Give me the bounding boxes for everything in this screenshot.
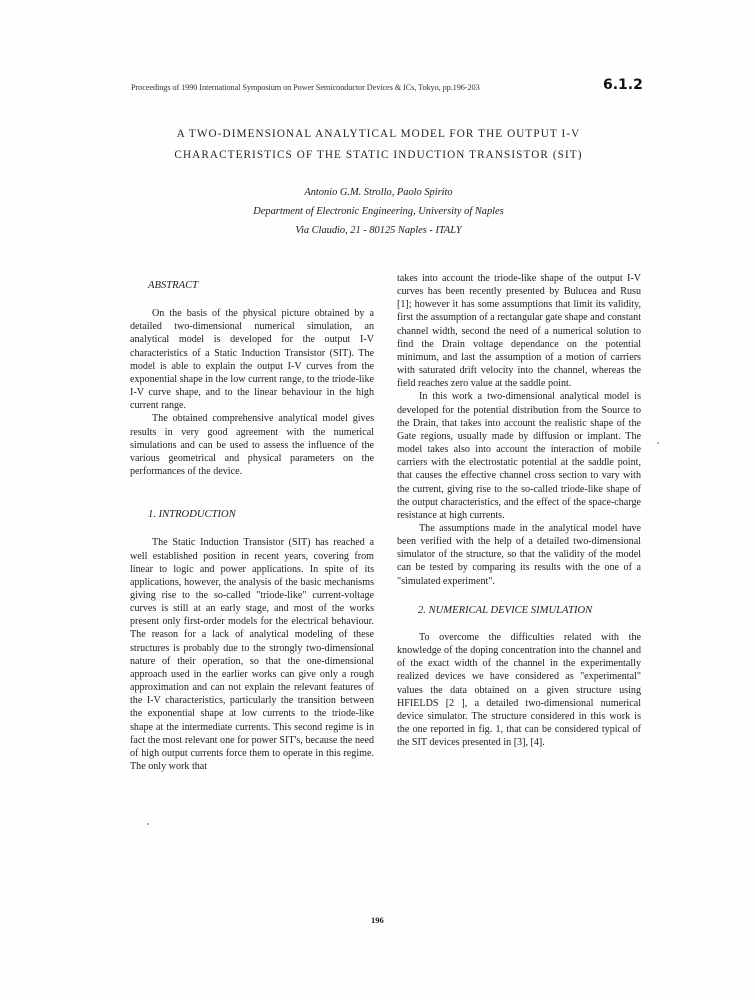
page-number: 196 (371, 915, 384, 925)
paper-title (130, 124, 627, 166)
right-paragraph-1: takes into account the triode-like shape of the output I-V curves has been recently presented by Bulucea and Rusu [1]; however it has some assumptions that limit its validity, first the assumption of a rectangular gate shape and constant channel width, second the need of a numerical solution to find the Drain voltage dependance on the potential minimum, and last the assumption of a motion of carriers with saturated drift velocity into the channel, whereas the field reaches zero value at the saddle point. (397, 273, 641, 390)
author-address: Via Claudio, 21 - 80125 Naples - ITALY (295, 225, 462, 236)
left-column (130, 279, 374, 773)
right-paragraph-3: The assumptions made in the analytical model have been verified with the help of a detailed two-dimensional simulator of the structure, so that the validity of the model can be tested by comparing its results with the one of a "simulated experiment". (397, 522, 641, 587)
abstract-paragraph-1: On the basis of the physical picture obtained by a detailed two-dimensional numerical simulation, an analytical model is developed for the output I-V characteristics of a Static Induction Transistor (SIT). The model is able to explain the output I-V curves from the exponential shape in the low current range, to the triode-like I-V curve shape, and to the linear behaviour in the high current range. (130, 308, 374, 412)
right-column (397, 272, 641, 749)
right-paragraph-2: In this work a two-dimensional analytical model is developed for the potential distribution from the Source to the Drain, that takes into account the realistic shape of the Gate regions, usually made by diffusion or implant. The model takes also into account the interaction of mobile carriers with the electrostatic potential at the saddle point, that causes the effective channel cross section to vary with the current, giving rise to the so-called triode-like shape of the output characteristics, and the effect of the space-charge resistance at high currents. (397, 391, 641, 521)
section-number: 6.1.2 (603, 77, 643, 93)
author-block (130, 183, 627, 240)
introduction-heading: 1. INTRODUCTION (148, 509, 236, 521)
proceedings-header: Proceedings of 1990 International Symposium on Power Semiconductor Devices & ICs, Tokyo, pp.196-203 (131, 83, 480, 92)
simulation-heading: 2. NUMERICAL DEVICE SIMULATION (418, 604, 593, 616)
title-line-2: CHARACTERISTICS OF THE STATIC INDUCTION TRANSISTOR (SIT) (174, 149, 583, 161)
abstract-heading: ABSTRACT (148, 280, 199, 291)
author-department: Department of Electronic Engineering, University of Naples (253, 206, 504, 217)
author-names: Antonio G.M. Strollo, Paolo Spirito (304, 187, 453, 198)
abstract-paragraph-2: The obtained comprehensive analytical model gives results in very good agreement with the numerical simulations and can be used to assess the influence of the various geometrical and physical parameters on the performances of the device. (130, 413, 374, 478)
title-line-1: A TWO-DIMENSIONAL ANALYTICAL MODEL FOR THE OUTPUT I-V (176, 128, 581, 140)
simulation-paragraph-1: To overcome the difficulties related with the knowledge of the doping concentration into the channel and of the exact width of the channel in the experimentally realized devices we have considered as "experimental" values the data obtained on a given structure using HFIELDS [2 ], a detailed two-dimensional numerical device simulator. The structure considered in this work is the one reported in fig. 1, that can be considered typical of the SIT devices presented in [3], [4]. (397, 631, 641, 749)
scan-artifact (657, 442, 659, 444)
scan-artifact (147, 823, 149, 825)
introduction-paragraph-1: The Static Induction Transistor (SIT) has reached a well established position in recent years, covering from linear to logic and power applications. In spite of its applications, however, the analysis of the basic mechanisms giving rise to the so-called "triode-like" current-voltage curves is still at an early stage, and most of the works present only first-order models for the electrical behaviour. The reason for a lack of analytical modeling of these structures is probably due to the strongly two-dimensional nature of their operation, so that the one-dimensional approach used in the earlier works can give only a rough approximation and can not explain the relevant features of the I-V characteristics, particularly the transition between the exponential shape at low currents to the triode-like shape at the intermediate currents. This second regime is in fact the most relevant one for power SIT's, because the need of high output currents force them to operate in this regime. The only work that (130, 537, 374, 772)
